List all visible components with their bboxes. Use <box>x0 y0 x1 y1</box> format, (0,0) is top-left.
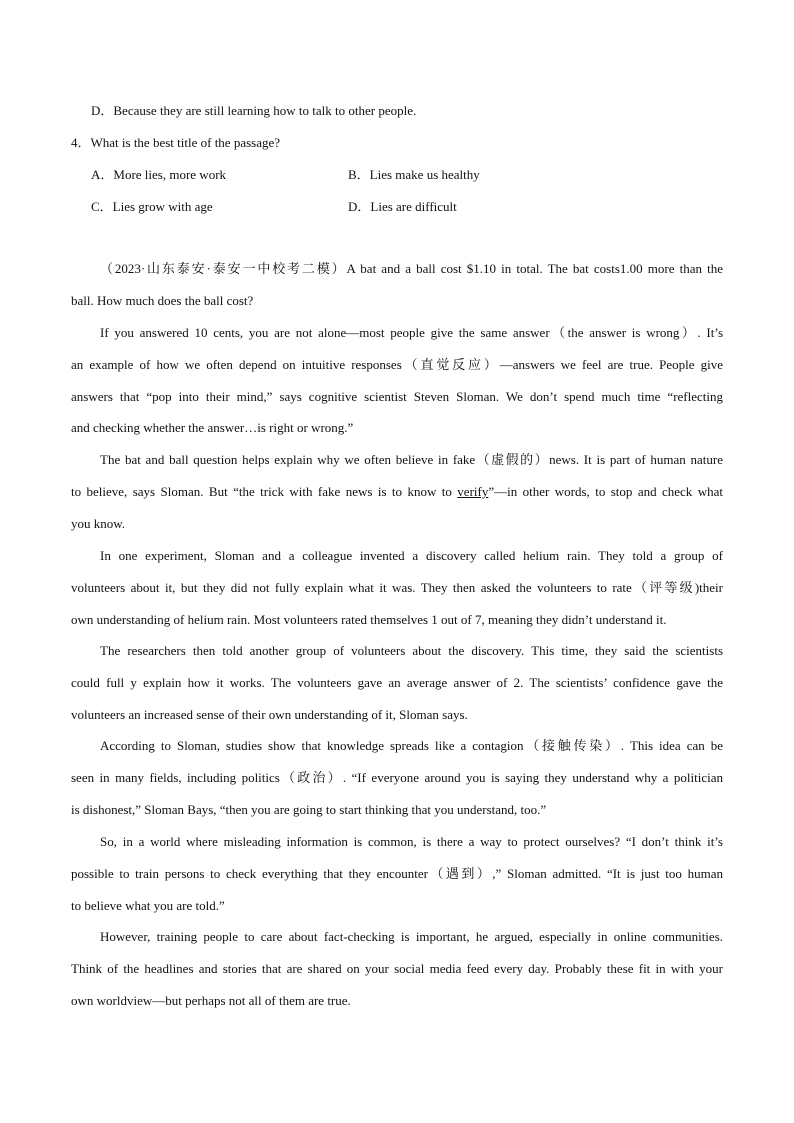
underlined-word-verify: verify <box>457 483 489 499</box>
q4-option-a: A．More lies, more work <box>91 167 227 182</box>
passage-paragraph-2 <box>71 317 723 444</box>
passage-text: ”—in other words, to stop and check what <box>488 483 723 499</box>
passage-line: to believe what you are told.” <box>71 897 225 913</box>
q4-option-d: D．Lies are difficult <box>348 199 457 214</box>
passage-line: answers that “pop into their mind,” says cognitive scientist Steven Sloman. We don’t spend much time “reflecting <box>71 388 723 404</box>
passage-line: an example of how we often depend on intuitive responses（直觉反应）—answers we feel are true. People give <box>71 356 723 372</box>
passage-line: possible to train persons to check everything that they encounter（遇到）,” Sloman admitted. “It is just too human <box>71 865 723 881</box>
q4-stem: 4．What is the best title of the passage? <box>71 135 281 150</box>
passage-paragraph-3 <box>71 444 723 539</box>
passage-line: （2023·山东泰安·泰安一中校考二模）A bat and a ball cost $1.10 in total. The bat costs1.00 more than the <box>100 261 723 276</box>
passage-paragraph-6 <box>71 730 723 825</box>
passage-line: The bat and ball question helps explain why we often believe in fake（虚假的）news. It is part of human nature <box>100 452 723 467</box>
passage-paragraph-1 <box>71 253 723 317</box>
passage-line: So, in a world where misleading information is common, is there a way to protect ourselves? “I don’t think it’s <box>100 834 723 849</box>
q3-option-d: D．Because they are still learning how to talk to other people. <box>91 103 417 118</box>
q4-option-b: B．Lies make us healthy <box>348 167 480 182</box>
passage-paragraph-4 <box>71 540 723 635</box>
q4-option-c: C．Lies grow with age <box>91 199 213 214</box>
passage-line: seen in many fields, including politics（政治）. “If everyone around you is saying they understand why a politician <box>71 769 723 785</box>
passage-line: and checking whether the answer…is right or wrong.” <box>71 420 354 436</box>
passage-line: The researchers then told another group of volunteers about the discovery. This time, they said the scientists <box>100 643 723 658</box>
passage-line <box>71 476 723 508</box>
passage-line: you know. <box>71 515 126 531</box>
passage-line: However, training people to care about fact-checking is important, he argued, especially in online communities. <box>100 929 723 944</box>
passage-line: volunteers an increased sense of their own understanding of it, Sloman says. <box>71 706 468 722</box>
passage-line: own worldview—but perhaps not all of them are true. <box>71 992 351 1008</box>
passage-text: to believe, says Sloman. But “the trick with fake news is to know to <box>71 483 458 499</box>
passage-line: own understanding of helium rain. Most volunteers rated themselves 1 out of 7, meaning they didn’t understand it. <box>71 611 667 627</box>
passage-line: could full y explain how it works. The volunteers gave an average answer of 2. The scientists’ confidence gave the <box>71 674 723 690</box>
passage-line: volunteers about it, but they did not fully explain what it was. They then asked the volunteers to rate（评等级)their <box>71 579 723 595</box>
passage-line: If you answered 10 cents, you are not alone—most people give the same answer（the answer is wrong）. It’s <box>100 325 723 340</box>
passage-paragraph-5 <box>71 635 723 730</box>
passage-paragraph-7 <box>71 826 723 921</box>
passage-line: ball. How much does the ball cost? <box>71 292 254 308</box>
passage-line: In one experiment, Sloman and a colleague invented a discovery called helium rain. They told a group of <box>100 548 723 563</box>
passage-line: According to Sloman, studies show that knowledge spreads like a contagion（接触传染）. This idea can be <box>100 738 723 753</box>
passage-line: is dishonest,” Sloman Bays, “then you are going to start thinking that you understand, too.” <box>71 801 547 817</box>
passage-line: Think of the headlines and stories that are shared on your social media feed every day. Probably these fit in with your <box>71 960 723 976</box>
passage-paragraph-8 <box>71 921 723 1016</box>
